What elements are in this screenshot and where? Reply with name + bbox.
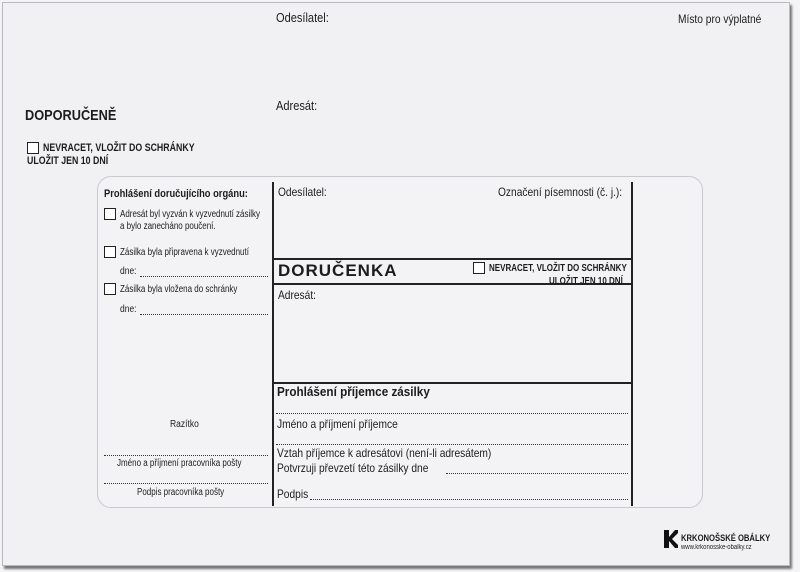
no-return-notice: NEVRACET, VLOŽIT DO SCHRÁNKY ULOŽIT JEN 10 DNÍ — [27, 142, 195, 167]
brand-logo-icon — [664, 530, 678, 548]
sender-label: Odesílatel: — [276, 10, 329, 25]
brand-url: www.krkonosske-obalky.cz — [681, 544, 752, 551]
slip-title: DORUČENKA — [278, 261, 398, 280]
slip-addressee-label: Adresát: — [278, 288, 316, 302]
reference-label: Označení písemnosti (č. j.): — [498, 185, 623, 199]
slip-no-return: NEVRACET, VLOŽIT DO SCHRÁNKY ULOŽIT JEN 10 DNÍ — [473, 262, 661, 288]
left-panel-heading: Prohlášení doručujícího orgánu: — [104, 188, 248, 200]
recipient-top-line[interactable] — [276, 413, 628, 414]
relationship-label: Vztah příjemce k adresátovi (není-li adresátem) — [277, 446, 492, 460]
clerk-signature-label: Podpis pracovníka pošty — [137, 487, 225, 498]
mailbox-date-line[interactable] — [140, 314, 268, 315]
stamp-area-label: Místo pro výplatné — [678, 12, 762, 26]
slip-divider-right — [631, 182, 633, 506]
recipient-heading: Prohlášení příjemce zásilky — [277, 384, 430, 399]
signature-label: Podpis — [277, 487, 309, 501]
confirm-date-line[interactable] — [446, 473, 628, 474]
brand-name: KRKONOŠSKÉ OBÁLKY — [681, 533, 771, 543]
confirm-label: Potvrzuji převzetí této zásilky dne — [277, 461, 429, 475]
recipient-name-line[interactable] — [276, 444, 628, 445]
title-rule-top — [274, 258, 631, 260]
addressee-label: Adresát: — [276, 98, 318, 113]
option-mailbox: Zásilka byla vložena do schránky — [104, 283, 267, 295]
slip-sender-label: Odesílatel: — [278, 185, 327, 199]
slip-no-return-checkbox[interactable] — [473, 262, 485, 274]
registered-mark: DOPORUČENĚ — [25, 107, 117, 124]
summoned-checkbox[interactable] — [104, 208, 116, 220]
clerk-name-label: Jméno a příjmení pracovníka pošty — [117, 458, 242, 469]
option-prepared: Zásilka byla připravena k vyzvednutí — [104, 246, 281, 258]
option-summoned: Adresát byl vyzván k vyzvednutí zásilky a bylo zanecháno poučení. — [104, 208, 295, 233]
prepared-date-label: dne: — [120, 266, 137, 277]
prepared-checkbox[interactable] — [104, 246, 116, 258]
clerk-name-line[interactable] — [104, 455, 268, 456]
prepared-date-line[interactable] — [140, 276, 268, 277]
recipient-name-label: Jméno a příjmení příjemce — [277, 417, 398, 431]
stamp-label: Razítko — [170, 419, 199, 430]
signature-line[interactable] — [310, 499, 628, 500]
mailbox-date-label: dne: — [120, 304, 137, 315]
clerk-signature-line[interactable] — [104, 483, 268, 484]
no-return-checkbox[interactable] — [27, 142, 39, 154]
mailbox-checkbox[interactable] — [104, 283, 116, 295]
